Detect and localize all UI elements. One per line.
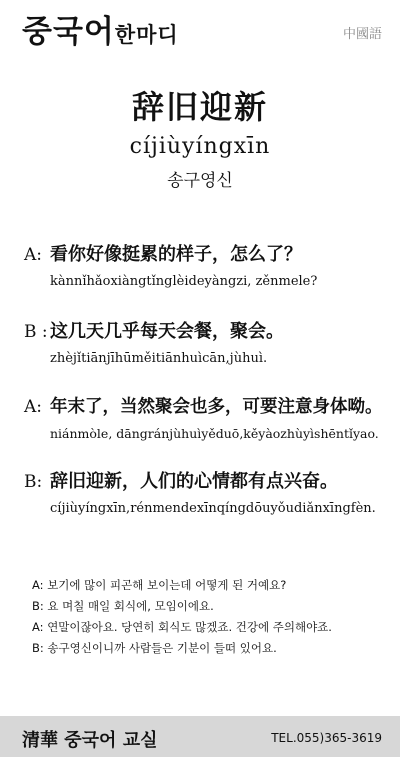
- school-name: 清華 중국어 교실: [22, 730, 158, 751]
- speaker-label: B :: [24, 322, 48, 342]
- brand-logo: [22, 6, 179, 51]
- chinese-sentence: 看你好像挺累的样子，怎么了？: [50, 244, 302, 265]
- translation-line: B: 요 며칠 매일 회식에, 모임이에요.: [32, 599, 214, 613]
- translation-line: B: 송구영신이니까 사람들은 기분이 들떠 있어요.: [32, 641, 277, 655]
- dialog-line-2: [24, 317, 389, 366]
- chinese-sentence: 这几天几乎每天会餐，聚会。: [50, 321, 284, 342]
- speaker-label: A:: [24, 397, 43, 417]
- footer-bar: [0, 716, 400, 757]
- dialog-line-1: [24, 240, 389, 289]
- speaker-label: A:: [24, 245, 43, 265]
- idiom-pinyin: cíjiùyíngxīn: [129, 134, 271, 159]
- phone-number: TEL.055)365-3619: [271, 731, 382, 745]
- dialog-line-3: [24, 393, 389, 441]
- brand-small: 한마디: [114, 23, 179, 47]
- dialog-line-4: [24, 467, 389, 516]
- korean-translations: [32, 575, 392, 659]
- idiom-korean: 송구영신: [167, 171, 233, 191]
- brand-big: 중국어: [22, 14, 115, 50]
- translation-line: A: 연말이잖아요. 당연히 회식도 많겠죠. 건강에 주의해야죠.: [32, 620, 332, 634]
- chinese-sentence: 年末了，当然聚会也多，可要注意身体呦。: [50, 397, 383, 417]
- chinese-sentence: 辞旧迎新，人们的心情都有点兴奋。: [50, 471, 338, 492]
- title-block: [0, 82, 400, 191]
- idiom-title: 辞旧迎新: [131, 88, 268, 126]
- pinyin-sentence: zhèjǐtiānjīhūměitiānhuìcān,jùhuì.: [50, 351, 268, 366]
- pinyin-sentence: niánmòle, dāngránjùhuìyěduō,kěyàozhùyìshēntǐyao.: [50, 426, 379, 441]
- language-tag: 中國語: [342, 27, 382, 42]
- pinyin-sentence: cíjiùyíngxīn,rénmendexīnqíngdōuyǒudiǎnxīngfèn.: [50, 501, 376, 516]
- pinyin-sentence: kànnǐhǎoxiàngtǐnglèideyàngzi, zěnmele?: [50, 274, 318, 289]
- translation-line: A: 보기에 많이 피곤해 보이는데 어떻게 된 거예요?: [32, 578, 287, 592]
- header: [0, 0, 400, 60]
- speaker-label: B:: [24, 472, 43, 492]
